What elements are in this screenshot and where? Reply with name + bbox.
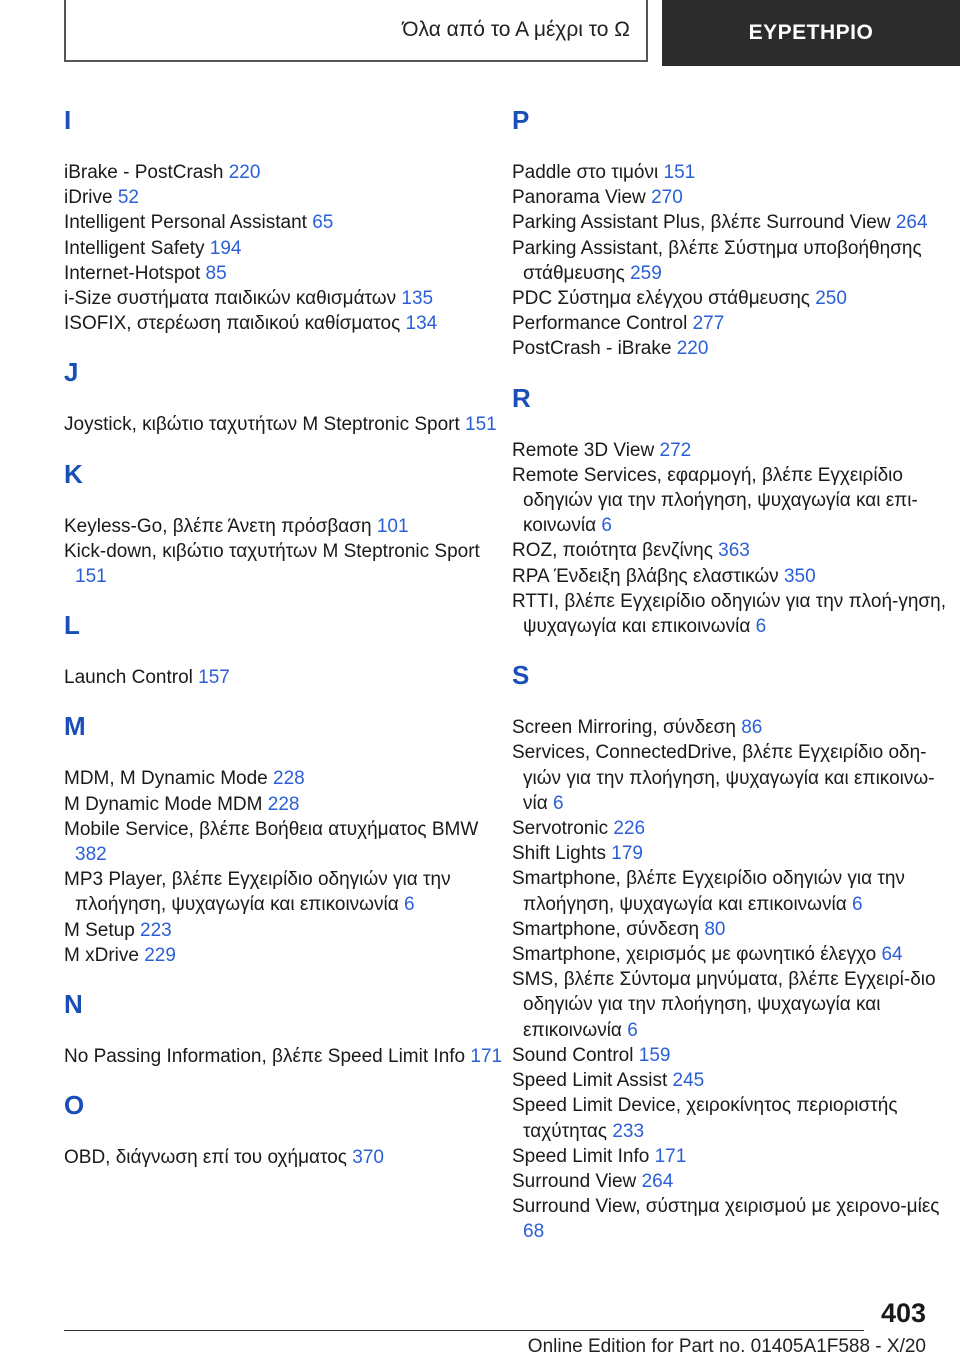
index-entry	[512, 841, 952, 866]
index-entry	[512, 1043, 952, 1068]
index-column-left	[64, 96, 504, 1170]
entry-page-link[interactable]: 6	[601, 515, 612, 537]
index-entry	[64, 160, 504, 185]
index-entry	[64, 261, 504, 286]
index-tab[interactable]	[662, 0, 960, 66]
index-entry	[512, 740, 952, 816]
entry-term: RPA Ένδειξη βλάβης ελαστικών	[512, 565, 779, 587]
index-entry	[512, 160, 952, 185]
entry-page-link[interactable]: 194	[209, 237, 242, 259]
index-entry	[64, 286, 504, 311]
entry-term: Panorama View	[512, 187, 646, 209]
entry-term: Speed Limit Info	[512, 1145, 650, 1167]
entry-term: i-Size συστήματα παιδικών καθισμάτων	[64, 288, 397, 310]
index-entry	[512, 311, 952, 336]
entry-term: OBD, διάγνωση επί του οχήματος	[64, 1147, 347, 1169]
entry-term: Paddle στο τιμόνι	[512, 162, 659, 183]
entry-term: Surround View, σύστημα χειρισμού με χειρονο-μίες	[512, 1196, 940, 1218]
index-entry	[512, 1144, 952, 1169]
entry-page-link[interactable]: 272	[659, 439, 692, 461]
entry-page-link[interactable]: 151	[663, 162, 696, 183]
page-header	[64, 0, 960, 66]
entry-page-link[interactable]: 64	[881, 944, 903, 966]
section-letter: N	[64, 989, 83, 1020]
entry-term: Internet-Hotspot	[64, 262, 201, 284]
index-entry	[512, 816, 952, 841]
index-entry	[512, 917, 952, 942]
index-entry	[512, 286, 952, 311]
index-entry	[512, 1194, 952, 1244]
entry-page-link[interactable]: 159	[638, 1044, 671, 1066]
entry-page-link[interactable]: 6	[404, 894, 415, 916]
index-entry	[512, 185, 952, 210]
index-entry	[64, 514, 504, 539]
index-entry	[512, 210, 952, 235]
entry-page-link[interactable]: 220	[676, 338, 709, 360]
entry-term: Screen Mirroring, σύνδεση	[512, 717, 736, 739]
entry-page-link[interactable]: 228	[267, 793, 300, 815]
entry-page-link[interactable]: 65	[312, 212, 334, 234]
entry-term: M Dynamic Mode MDM	[64, 793, 263, 815]
entry-page-link[interactable]: 350	[783, 565, 816, 587]
entry-page-link[interactable]: 86	[741, 717, 763, 739]
entry-term: MP3 Player, βλέπε Εγχειρίδιο οδηγιών για την πλοήγηση, ψυχαγωγία και επικοινωνία	[64, 869, 451, 916]
entry-page-link[interactable]: 151	[465, 414, 497, 436]
index-entry	[512, 438, 952, 463]
index-entry	[512, 967, 952, 1043]
entry-page-link[interactable]: 6	[553, 792, 564, 814]
entry-term: RTTI, βλέπε Εγχειρίδιο οδηγιών για την πλοή-γηση, ψυχαγωγία και επικοινωνία	[512, 590, 946, 638]
index-entry	[64, 539, 504, 589]
entry-term: Shift Lights	[512, 843, 606, 865]
section-letter: R	[512, 382, 531, 413]
entry-page-link[interactable]: 228	[273, 768, 305, 790]
entry-page-link[interactable]: 223	[140, 919, 172, 941]
entry-term: Intelligent Personal Assistant	[64, 212, 307, 234]
index-entry	[64, 210, 504, 235]
entry-page-link[interactable]: 277	[692, 313, 725, 335]
entry-term: Speed Limit Assist	[512, 1070, 668, 1092]
entry-term: iBrake - PostCrash	[64, 162, 224, 183]
entry-page-link[interactable]: 363	[718, 540, 750, 562]
index-entry	[64, 1044, 504, 1069]
entry-page-link[interactable]: 68	[523, 1221, 545, 1243]
entry-page-link[interactable]: 52	[117, 187, 139, 209]
entry-term: Smartphone, βλέπε Εγχειρίδιο οδηγιών για την πλοήγηση, ψυχαγωγία και επικοινωνία	[512, 868, 905, 915]
index-entry	[512, 715, 952, 740]
entry-page-link[interactable]: 259	[630, 262, 662, 284]
entry-page-link[interactable]: 264	[641, 1170, 674, 1192]
section-letter: P	[512, 105, 530, 135]
section-letter: J	[64, 357, 79, 388]
entry-page-link[interactable]: 226	[613, 818, 646, 840]
entry-term: PostCrash - iBrake	[512, 338, 672, 360]
entry-page-link[interactable]: 220	[228, 162, 261, 183]
entry-term: Performance Control	[512, 313, 688, 335]
entry-term: Servotronic	[512, 818, 609, 840]
section-letter: I	[64, 105, 72, 135]
entry-page-link[interactable]: 6	[755, 616, 767, 638]
section-tab[interactable]	[64, 0, 648, 62]
index-entry	[512, 1068, 952, 1093]
index-entry	[64, 311, 504, 336]
entry-term: Speed Limit Device, χειροκίνητος περιοριστής ταχύτητας	[512, 1095, 898, 1142]
entry-term: Surround View	[512, 1170, 637, 1192]
entry-page-link[interactable]: 245	[672, 1070, 705, 1092]
index-entry	[64, 867, 504, 917]
entry-term: Intelligent Safety	[64, 237, 205, 259]
section-tab-label: Όλα από το Α μέχρι το Ω	[402, 18, 630, 41]
section-letter: L	[64, 610, 80, 641]
index-entry	[64, 1145, 504, 1170]
entry-page-link[interactable]: 370	[352, 1147, 384, 1169]
entry-term: Smartphone, σύνδεση	[512, 918, 700, 940]
entry-page-link[interactable]: 135	[401, 288, 434, 310]
entry-term: No Passing Information, βλέπε Speed Limit Info	[64, 1046, 466, 1068]
index-tab-label: ΕΥΡΕΤΗΡΙΟ	[748, 21, 874, 44]
index-entry	[512, 538, 952, 563]
entry-term: Smartphone, χειρισμός με φωνητικό έλεγχο	[512, 944, 877, 966]
entry-term: M xDrive	[64, 944, 139, 966]
entry-term: Keyless-Go, βλέπε Άνετη πρόσβαση	[64, 515, 372, 537]
edition-note: Online Edition for Part no. 01405A1F588 - X/20	[527, 1336, 926, 1357]
entry-page-link[interactable]: 233	[612, 1120, 645, 1142]
index-entry	[512, 1093, 952, 1143]
entry-page-link[interactable]: 250	[815, 288, 847, 310]
index-entry	[512, 866, 952, 916]
entry-page-link[interactable]: 179	[611, 843, 643, 865]
index-entry	[512, 1169, 952, 1194]
index-entry	[512, 336, 952, 361]
entry-page-link[interactable]: 6	[627, 1019, 638, 1041]
entry-page-link[interactable]: 171	[470, 1046, 503, 1068]
entry-page-link[interactable]: 134	[405, 313, 438, 335]
entry-page-link[interactable]: 157	[198, 667, 230, 689]
entry-page-link[interactable]: 85	[205, 262, 227, 284]
entry-page-link[interactable]: 264	[895, 212, 928, 234]
index-entry	[64, 792, 504, 817]
index-entry	[512, 463, 952, 539]
entry-term: iDrive	[64, 187, 113, 209]
page-number: 403	[880, 1298, 926, 1328]
entry-page-link[interactable]: 171	[654, 1145, 687, 1167]
entry-term: SMS, βλέπε Σύντομα μηνύματα, βλέπε Εγχειρί-διο οδηγιών για την πλοήγηση, ψυχαγωγία και επικοινωνία	[512, 969, 936, 1041]
entry-term: Launch Control	[64, 667, 193, 689]
section-letter: K	[64, 458, 83, 489]
entry-term: Remote 3D View	[512, 439, 655, 461]
entry-page-link[interactable]: 101	[376, 515, 409, 537]
entry-term: Services, ConnectedDrive, βλέπε Εγχειρίδιο οδη-γιών για την πλοήγηση, ψυχαγωγία και επικοινω-νία	[512, 742, 935, 814]
footer-divider	[64, 1330, 864, 1331]
index-column-right	[512, 96, 952, 1245]
index-entry	[512, 589, 952, 639]
index-entry	[512, 564, 952, 589]
entry-term: Sound Control	[512, 1044, 634, 1066]
entry-term: MDM, M Dynamic Mode	[64, 768, 268, 790]
entry-term: Kick-down, κιβώτιο ταχυτήτων M Steptronic Sport	[64, 540, 480, 562]
entry-term: Parking Assistant Plus, βλέπε Surround View	[512, 212, 891, 234]
index-entry	[64, 665, 504, 690]
entry-term: Mobile Service, βλέπε Βοήθεια ατυχήματος BMW	[64, 818, 479, 840]
index-entry	[64, 412, 504, 437]
index-entry	[64, 236, 504, 261]
entry-page-link[interactable]: 382	[75, 844, 107, 866]
entry-page-link[interactable]: 151	[75, 566, 107, 588]
entry-term: M Setup	[64, 919, 135, 941]
section-letter: M	[64, 711, 86, 742]
entry-page-link[interactable]: 80	[704, 918, 726, 940]
entry-term: ISOFIX, στερέωση παιδικού καθίσματος	[64, 313, 401, 335]
entry-term: Parking Assistant, βλέπε Σύστημα υποβοήθησης στάθμευσης	[512, 237, 922, 284]
section-letter: S	[512, 660, 530, 691]
entry-term: Joystick, κιβώτιο ταχυτήτων M Steptronic Sport	[64, 414, 460, 436]
index-entry	[64, 185, 504, 210]
entry-page-link[interactable]: 6	[852, 893, 863, 915]
entry-page-link[interactable]: 270	[651, 187, 683, 209]
entry-page-link[interactable]: 229	[144, 944, 176, 966]
section-letter: O	[64, 1090, 85, 1121]
entry-term: ROZ, ποιότητα βενζίνης	[512, 540, 713, 562]
index-entry	[64, 766, 504, 791]
index-entry	[512, 236, 952, 286]
index-entry	[64, 943, 504, 968]
index-entry	[64, 817, 504, 867]
index-entry	[512, 942, 952, 967]
entry-term: Remote Services, εφαρμογή, βλέπε Εγχειρίδιο οδηγιών για την πλοήγηση, ψυχαγωγία και επι-κοινωνία	[512, 464, 918, 537]
entry-term: PDC Σύστημα ελέγχου στάθμευσης	[512, 288, 810, 310]
index-entry	[64, 918, 504, 943]
